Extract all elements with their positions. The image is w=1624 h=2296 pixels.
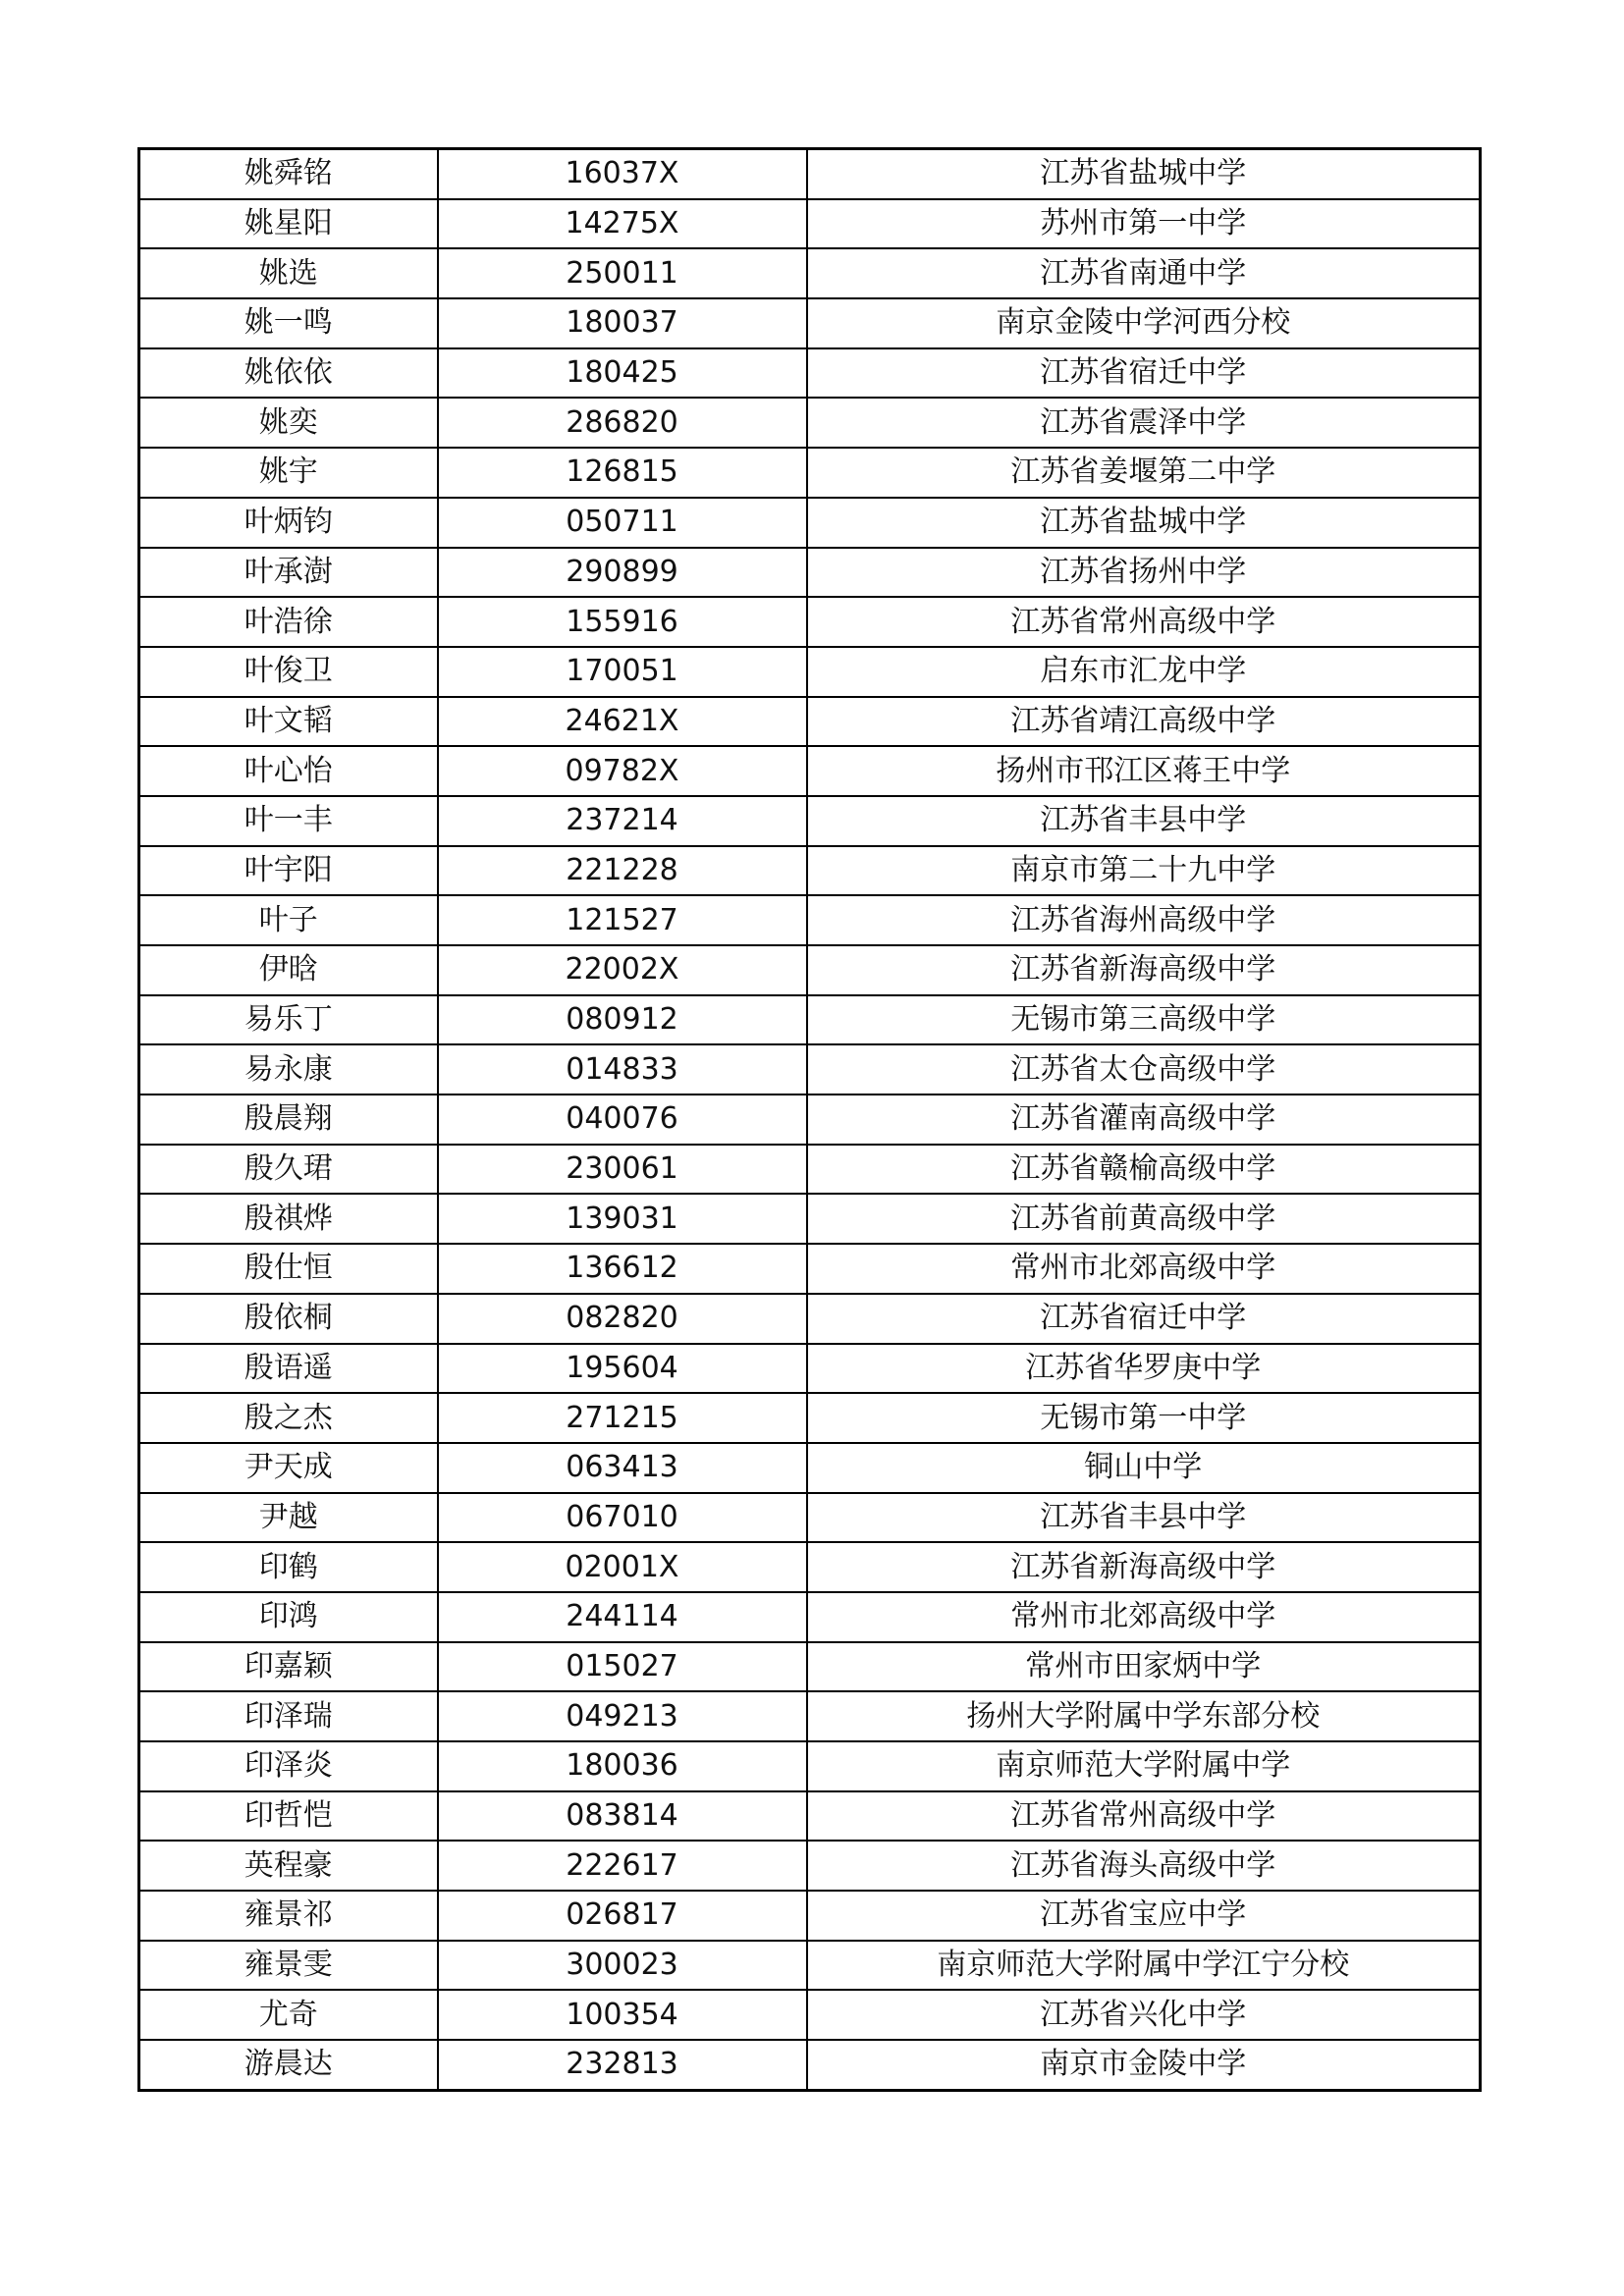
school-cell: 江苏省扬州中学 bbox=[807, 548, 1481, 598]
id-cell: 136612 bbox=[438, 1244, 807, 1294]
id-cell: 24621X bbox=[438, 697, 807, 747]
school-cell: 南京市第二十九中学 bbox=[807, 846, 1481, 896]
id-cell: 02001X bbox=[438, 1542, 807, 1592]
table-row bbox=[139, 448, 1481, 498]
table-row bbox=[139, 298, 1481, 348]
id-cell: 244114 bbox=[438, 1592, 807, 1642]
id-cell: 230061 bbox=[438, 1145, 807, 1195]
name-cell: 印哲恺 bbox=[139, 1791, 438, 1842]
table-row bbox=[139, 1542, 1481, 1592]
table-row bbox=[139, 895, 1481, 945]
school-cell: 江苏省海州高级中学 bbox=[807, 895, 1481, 945]
school-cell: 常州市北郊高级中学 bbox=[807, 1592, 1481, 1642]
id-cell: 14275X bbox=[438, 199, 807, 249]
id-cell: 180037 bbox=[438, 298, 807, 348]
name-cell: 姚舜铭 bbox=[139, 149, 438, 199]
table-row bbox=[139, 1741, 1481, 1791]
id-cell: 09782X bbox=[438, 746, 807, 796]
name-cell: 游晨达 bbox=[139, 2040, 438, 2090]
table-row bbox=[139, 1642, 1481, 1692]
table-row bbox=[139, 149, 1481, 199]
id-cell: 100354 bbox=[438, 1990, 807, 2040]
id-cell: 080912 bbox=[438, 995, 807, 1045]
name-cell: 叶宇阳 bbox=[139, 846, 438, 896]
student-table bbox=[137, 147, 1482, 2092]
table-row bbox=[139, 498, 1481, 548]
school-cell: 江苏省常州高级中学 bbox=[807, 1791, 1481, 1842]
table-row bbox=[139, 1044, 1481, 1095]
school-cell: 江苏省前黄高级中学 bbox=[807, 1194, 1481, 1244]
id-cell: 121527 bbox=[438, 895, 807, 945]
school-cell: 江苏省灌南高级中学 bbox=[807, 1095, 1481, 1145]
school-cell: 江苏省常州高级中学 bbox=[807, 597, 1481, 647]
table-body bbox=[139, 149, 1481, 2091]
school-cell: 无锡市第一中学 bbox=[807, 1393, 1481, 1443]
school-cell: 江苏省靖江高级中学 bbox=[807, 697, 1481, 747]
school-cell: 扬州市邗江区蒋王中学 bbox=[807, 746, 1481, 796]
name-cell: 殷晨翔 bbox=[139, 1095, 438, 1145]
name-cell: 叶一丰 bbox=[139, 796, 438, 846]
id-cell: 221228 bbox=[438, 846, 807, 896]
name-cell: 姚宇 bbox=[139, 448, 438, 498]
school-cell: 启东市汇龙中学 bbox=[807, 647, 1481, 697]
table-row bbox=[139, 995, 1481, 1045]
id-cell: 222617 bbox=[438, 1841, 807, 1891]
id-cell: 195604 bbox=[438, 1344, 807, 1394]
table-row bbox=[139, 597, 1481, 647]
name-cell: 印嘉颖 bbox=[139, 1642, 438, 1692]
name-cell: 印泽瑞 bbox=[139, 1691, 438, 1741]
name-cell: 叶子 bbox=[139, 895, 438, 945]
table-row bbox=[139, 1941, 1481, 1991]
id-cell: 250011 bbox=[438, 248, 807, 298]
id-cell: 286820 bbox=[438, 398, 807, 448]
table-row bbox=[139, 1493, 1481, 1543]
name-cell: 叶文韬 bbox=[139, 697, 438, 747]
table-row bbox=[139, 348, 1481, 399]
table-row bbox=[139, 697, 1481, 747]
name-cell: 印鸿 bbox=[139, 1592, 438, 1642]
school-cell: 南京金陵中学河西分校 bbox=[807, 298, 1481, 348]
name-cell: 叶承澍 bbox=[139, 548, 438, 598]
table-row bbox=[139, 1791, 1481, 1842]
school-cell: 江苏省震泽中学 bbox=[807, 398, 1481, 448]
table-row bbox=[139, 1990, 1481, 2040]
name-cell: 尹天成 bbox=[139, 1443, 438, 1493]
table-row bbox=[139, 1244, 1481, 1294]
name-cell: 姚一鸣 bbox=[139, 298, 438, 348]
name-cell: 叶浩徐 bbox=[139, 597, 438, 647]
name-cell: 伊晗 bbox=[139, 945, 438, 995]
table-row bbox=[139, 1691, 1481, 1741]
table-row bbox=[139, 1145, 1481, 1195]
name-cell: 印鹤 bbox=[139, 1542, 438, 1592]
school-cell: 江苏省宿迁中学 bbox=[807, 348, 1481, 399]
name-cell: 印泽炎 bbox=[139, 1741, 438, 1791]
id-cell: 063413 bbox=[438, 1443, 807, 1493]
school-cell: 江苏省新海高级中学 bbox=[807, 1542, 1481, 1592]
school-cell: 江苏省丰县中学 bbox=[807, 796, 1481, 846]
id-cell: 015027 bbox=[438, 1642, 807, 1692]
id-cell: 049213 bbox=[438, 1691, 807, 1741]
school-cell: 江苏省新海高级中学 bbox=[807, 945, 1481, 995]
id-cell: 16037X bbox=[438, 149, 807, 199]
table-row bbox=[139, 548, 1481, 598]
name-cell: 殷久珺 bbox=[139, 1145, 438, 1195]
id-cell: 014833 bbox=[438, 1044, 807, 1095]
id-cell: 067010 bbox=[438, 1493, 807, 1543]
name-cell: 殷之杰 bbox=[139, 1393, 438, 1443]
school-cell: 江苏省海头高级中学 bbox=[807, 1841, 1481, 1891]
school-cell: 南京师范大学附属中学 bbox=[807, 1741, 1481, 1791]
table-row bbox=[139, 1095, 1481, 1145]
school-cell: 无锡市第三高级中学 bbox=[807, 995, 1481, 1045]
school-cell: 江苏省丰县中学 bbox=[807, 1493, 1481, 1543]
name-cell: 殷仕恒 bbox=[139, 1244, 438, 1294]
school-cell: 江苏省宝应中学 bbox=[807, 1891, 1481, 1941]
table-row bbox=[139, 1443, 1481, 1493]
name-cell: 雍景雯 bbox=[139, 1941, 438, 1991]
school-cell: 江苏省盐城中学 bbox=[807, 498, 1481, 548]
table-row bbox=[139, 647, 1481, 697]
id-cell: 155916 bbox=[438, 597, 807, 647]
name-cell: 姚依依 bbox=[139, 348, 438, 399]
school-cell: 江苏省赣榆高级中学 bbox=[807, 1145, 1481, 1195]
table-row bbox=[139, 398, 1481, 448]
table-row bbox=[139, 1841, 1481, 1891]
school-cell: 江苏省姜堰第二中学 bbox=[807, 448, 1481, 498]
document-page bbox=[137, 147, 1479, 2092]
id-cell: 237214 bbox=[438, 796, 807, 846]
id-cell: 300023 bbox=[438, 1941, 807, 1991]
name-cell: 易永康 bbox=[139, 1044, 438, 1095]
id-cell: 232813 bbox=[438, 2040, 807, 2090]
table-row bbox=[139, 248, 1481, 298]
id-cell: 180036 bbox=[438, 1741, 807, 1791]
id-cell: 271215 bbox=[438, 1393, 807, 1443]
name-cell: 叶俊卫 bbox=[139, 647, 438, 697]
table-row bbox=[139, 945, 1481, 995]
table-row bbox=[139, 746, 1481, 796]
table-row bbox=[139, 1294, 1481, 1344]
table-row bbox=[139, 199, 1481, 249]
school-cell: 苏州市第一中学 bbox=[807, 199, 1481, 249]
school-cell: 铜山中学 bbox=[807, 1443, 1481, 1493]
name-cell: 易乐丁 bbox=[139, 995, 438, 1045]
table-row bbox=[139, 1194, 1481, 1244]
id-cell: 082820 bbox=[438, 1294, 807, 1344]
school-cell: 南京市金陵中学 bbox=[807, 2040, 1481, 2090]
name-cell: 叶心怡 bbox=[139, 746, 438, 796]
name-cell: 雍景祁 bbox=[139, 1891, 438, 1941]
table-row bbox=[139, 1344, 1481, 1394]
table-row bbox=[139, 1891, 1481, 1941]
school-cell: 江苏省太仓高级中学 bbox=[807, 1044, 1481, 1095]
id-cell: 290899 bbox=[438, 548, 807, 598]
table-row bbox=[139, 1592, 1481, 1642]
id-cell: 026817 bbox=[438, 1891, 807, 1941]
id-cell: 050711 bbox=[438, 498, 807, 548]
school-cell: 常州市北郊高级中学 bbox=[807, 1244, 1481, 1294]
name-cell: 英程豪 bbox=[139, 1841, 438, 1891]
id-cell: 180425 bbox=[438, 348, 807, 399]
school-cell: 江苏省宿迁中学 bbox=[807, 1294, 1481, 1344]
name-cell: 殷语遥 bbox=[139, 1344, 438, 1394]
school-cell: 江苏省南通中学 bbox=[807, 248, 1481, 298]
id-cell: 139031 bbox=[438, 1194, 807, 1244]
id-cell: 040076 bbox=[438, 1095, 807, 1145]
school-cell: 江苏省兴化中学 bbox=[807, 1990, 1481, 2040]
id-cell: 083814 bbox=[438, 1791, 807, 1842]
table-row bbox=[139, 796, 1481, 846]
name-cell: 叶炳钧 bbox=[139, 498, 438, 548]
school-cell: 常州市田家炳中学 bbox=[807, 1642, 1481, 1692]
name-cell: 殷依桐 bbox=[139, 1294, 438, 1344]
school-cell: 江苏省华罗庚中学 bbox=[807, 1344, 1481, 1394]
name-cell: 姚选 bbox=[139, 248, 438, 298]
id-cell: 126815 bbox=[438, 448, 807, 498]
table-row bbox=[139, 2040, 1481, 2090]
school-cell: 南京师范大学附属中学江宁分校 bbox=[807, 1941, 1481, 1991]
id-cell: 170051 bbox=[438, 647, 807, 697]
table-row bbox=[139, 846, 1481, 896]
name-cell: 尤奇 bbox=[139, 1990, 438, 2040]
id-cell: 22002X bbox=[438, 945, 807, 995]
name-cell: 殷祺烨 bbox=[139, 1194, 438, 1244]
name-cell: 姚奕 bbox=[139, 398, 438, 448]
school-cell: 江苏省盐城中学 bbox=[807, 149, 1481, 199]
school-cell: 扬州大学附属中学东部分校 bbox=[807, 1691, 1481, 1741]
name-cell: 姚星阳 bbox=[139, 199, 438, 249]
name-cell: 尹越 bbox=[139, 1493, 438, 1543]
table-row bbox=[139, 1393, 1481, 1443]
